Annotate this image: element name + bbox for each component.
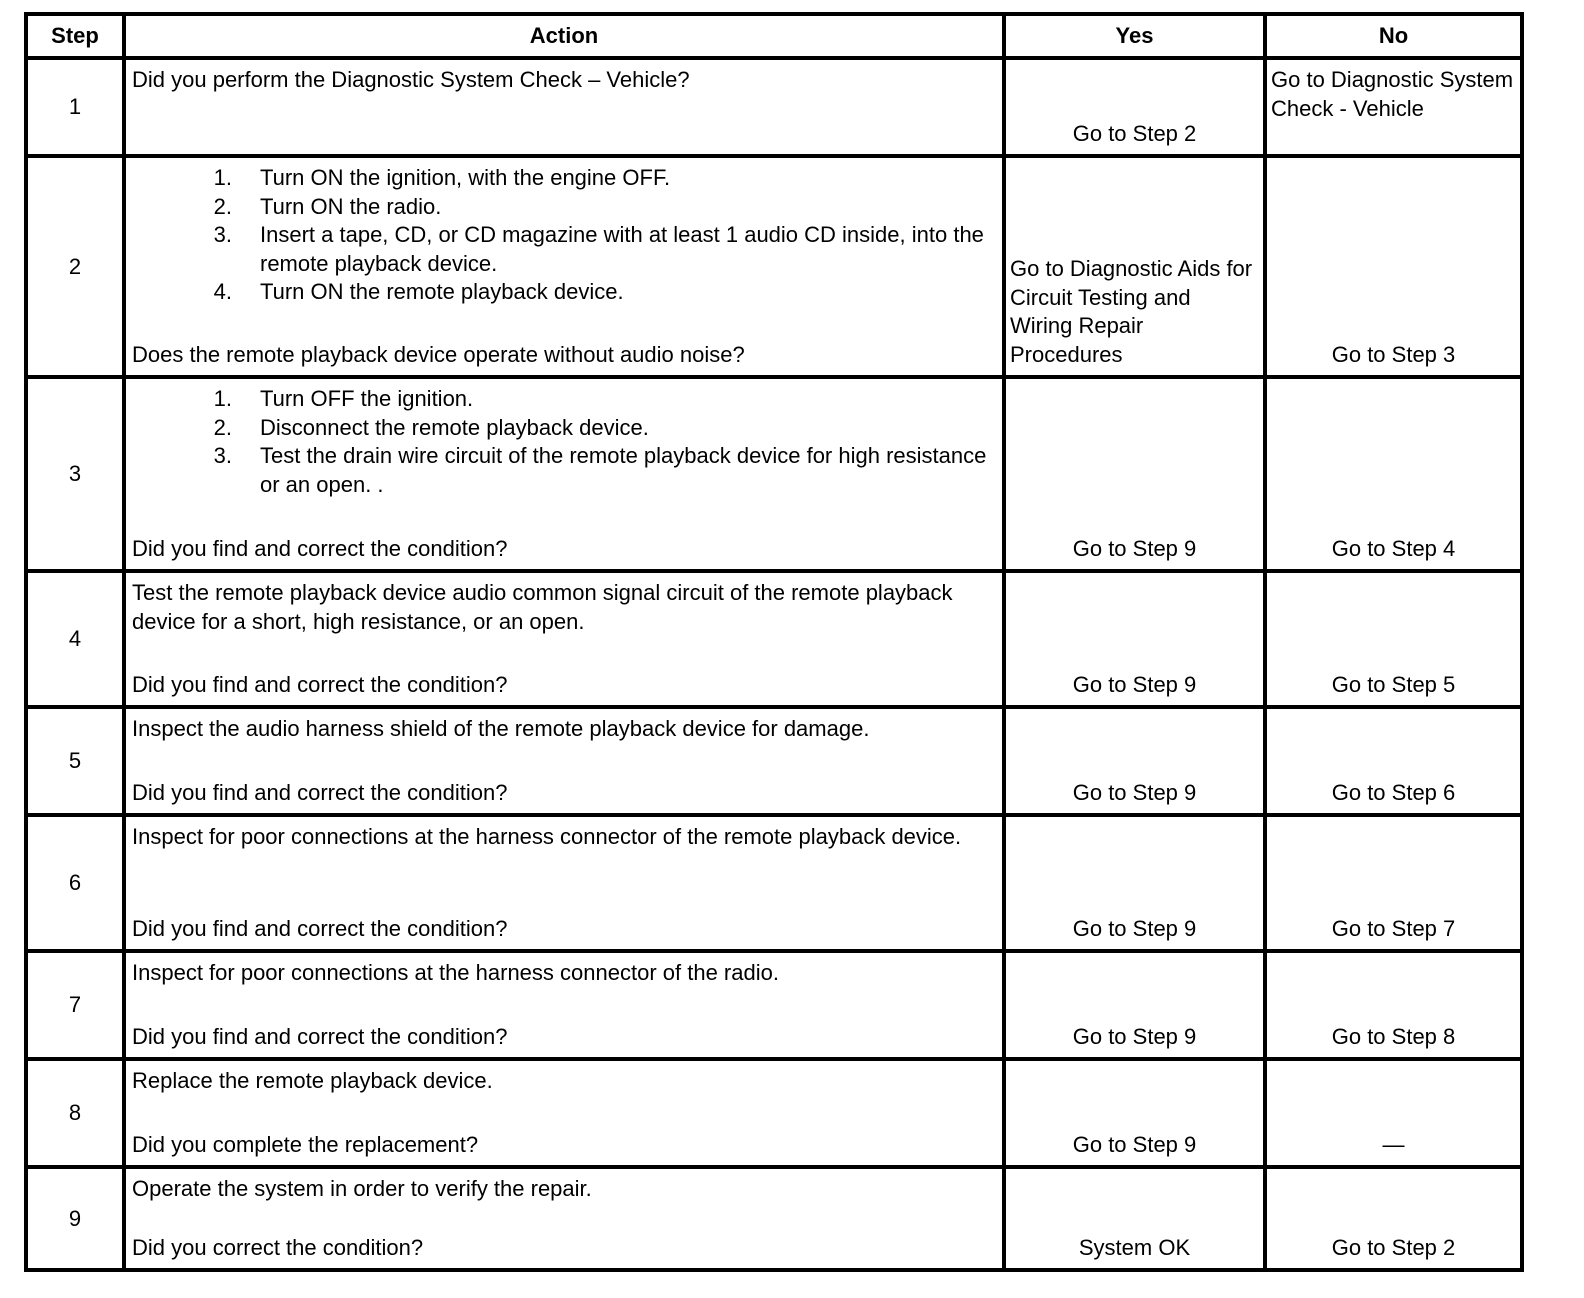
action-text: Operate the system in order to verify the repair.	[132, 1176, 592, 1201]
step-number: 2	[28, 158, 126, 375]
action-text: Inspect the audio harness shield of the remote playback device for damage.	[132, 716, 870, 741]
step-number: 9	[28, 1169, 126, 1268]
step-number: 1	[28, 60, 126, 154]
question-text: Did you find and correct the condition?	[132, 535, 508, 561]
header-yes: Yes	[1006, 16, 1267, 56]
no-cell: Go to Step 6	[1331, 779, 1456, 805]
no-cell: Go to Diagnostic System Check - Vehicle	[1271, 67, 1514, 121]
yes-cell: Go to Step 9	[1006, 817, 1267, 949]
question-text: Did you find and correct the condition?	[132, 915, 508, 941]
action-cell	[126, 379, 1006, 569]
question-text: Does the remote playback device operate without audio noise?	[132, 341, 745, 367]
substep	[132, 278, 996, 307]
action-cell	[126, 1061, 1006, 1165]
yes-cell: Go to Step 9	[1006, 573, 1267, 705]
table-row	[28, 56, 1520, 154]
step-number: 3	[28, 379, 126, 569]
substep-number: 4.	[213, 279, 232, 304]
no-cell: Go to Step 4	[1331, 535, 1456, 561]
substep-text: Turn ON the remote playback device.	[260, 279, 624, 304]
header-no: No	[1378, 22, 1409, 48]
table-row	[28, 705, 1520, 813]
yes-cell: Go to Step 9	[1006, 953, 1267, 1057]
action-cell	[126, 953, 1006, 1057]
action-text: Inspect for poor connections at the harness connector of the remote playback device.	[132, 824, 962, 849]
question-text: Did you find and correct the condition?	[132, 779, 508, 805]
step-number: 8	[28, 1061, 126, 1165]
header-action: Action	[126, 16, 1006, 56]
yes-cell: System OK	[1006, 1169, 1267, 1268]
question-text: Did you find and correct the condition?	[132, 671, 508, 697]
step-number: 5	[28, 709, 126, 813]
yes-cell: Go to Step 9	[1006, 379, 1267, 569]
substep	[132, 164, 996, 193]
table-row	[28, 949, 1520, 1057]
action-cell	[126, 1169, 1006, 1268]
action-cell	[126, 817, 1006, 949]
no-cell: —	[1382, 1131, 1405, 1157]
substep-text: Test the drain wire circuit of the remote playback device for high resistance or an open. .	[260, 443, 987, 497]
substep	[132, 442, 996, 499]
substep	[132, 414, 996, 443]
yes-cell: Go to Diagnostic Aids for Circuit Testing and Wiring Repair Procedures	[1006, 158, 1267, 375]
table-row	[28, 1057, 1520, 1165]
action-cell	[126, 158, 1006, 375]
substep-number: 1.	[213, 386, 232, 411]
substep-number: 3.	[213, 443, 232, 468]
step-number: 4	[28, 573, 126, 705]
question-text: Did you complete the replacement?	[132, 1131, 479, 1157]
step-number: 6	[28, 817, 126, 949]
action-cell	[126, 709, 1006, 813]
substep	[132, 385, 996, 414]
table-header-row	[28, 16, 1520, 56]
no-cell: Go to Step 2	[1331, 1234, 1456, 1260]
yes-cell: Go to Step 9	[1006, 1061, 1267, 1165]
diagnostic-table	[24, 12, 1524, 1272]
action-text: Did you perform the Diagnostic System Check – Vehicle?	[132, 67, 690, 92]
no-cell: Go to Step 7	[1331, 915, 1456, 941]
table-row	[28, 375, 1520, 569]
no-cell: Go to Step 3	[1331, 341, 1456, 367]
question-text: Did you correct the condition?	[132, 1234, 424, 1260]
question-text: Did you find and correct the condition?	[132, 1023, 508, 1049]
header-step: Step	[28, 16, 126, 56]
substep-list	[132, 385, 996, 499]
yes-cell: Go to Step 2	[1006, 60, 1267, 154]
substep-text: Turn ON the ignition, with the engine OFF.	[260, 165, 671, 190]
action-text: Inspect for poor connections at the harness connector of the radio.	[132, 960, 779, 985]
substep-number: 2.	[213, 193, 232, 219]
table-row	[28, 154, 1520, 375]
substep-number: 2.	[213, 414, 232, 440]
substep-text: Turn OFF the ignition.	[260, 386, 474, 411]
substep-text: Turn ON the radio.	[260, 193, 442, 219]
substep-number: 3.	[213, 222, 232, 247]
substep-text: Disconnect the remote playback device.	[260, 414, 649, 440]
substep	[132, 193, 996, 222]
substep-text: Insert a tape, CD, or CD magazine with at least 1 audio CD inside, into the remote playback device.	[260, 222, 984, 276]
yes-cell: Go to Step 9	[1006, 709, 1267, 813]
substep-number: 1.	[213, 165, 232, 190]
table-row	[28, 569, 1520, 705]
substep-list	[132, 164, 996, 307]
substep	[132, 221, 996, 278]
table-row	[28, 813, 1520, 949]
step-number: 7	[28, 953, 126, 1057]
no-cell: Go to Step 8	[1331, 1023, 1456, 1049]
no-cell: Go to Step 5	[1331, 671, 1456, 697]
action-cell	[126, 573, 1006, 705]
action-text: Test the remote playback device audio common signal circuit of the remote playback device for a short, high resistance, or an open.	[132, 580, 953, 634]
table-row	[28, 1165, 1520, 1268]
action-cell	[126, 60, 1006, 154]
action-text: Replace the remote playback device.	[132, 1068, 493, 1093]
